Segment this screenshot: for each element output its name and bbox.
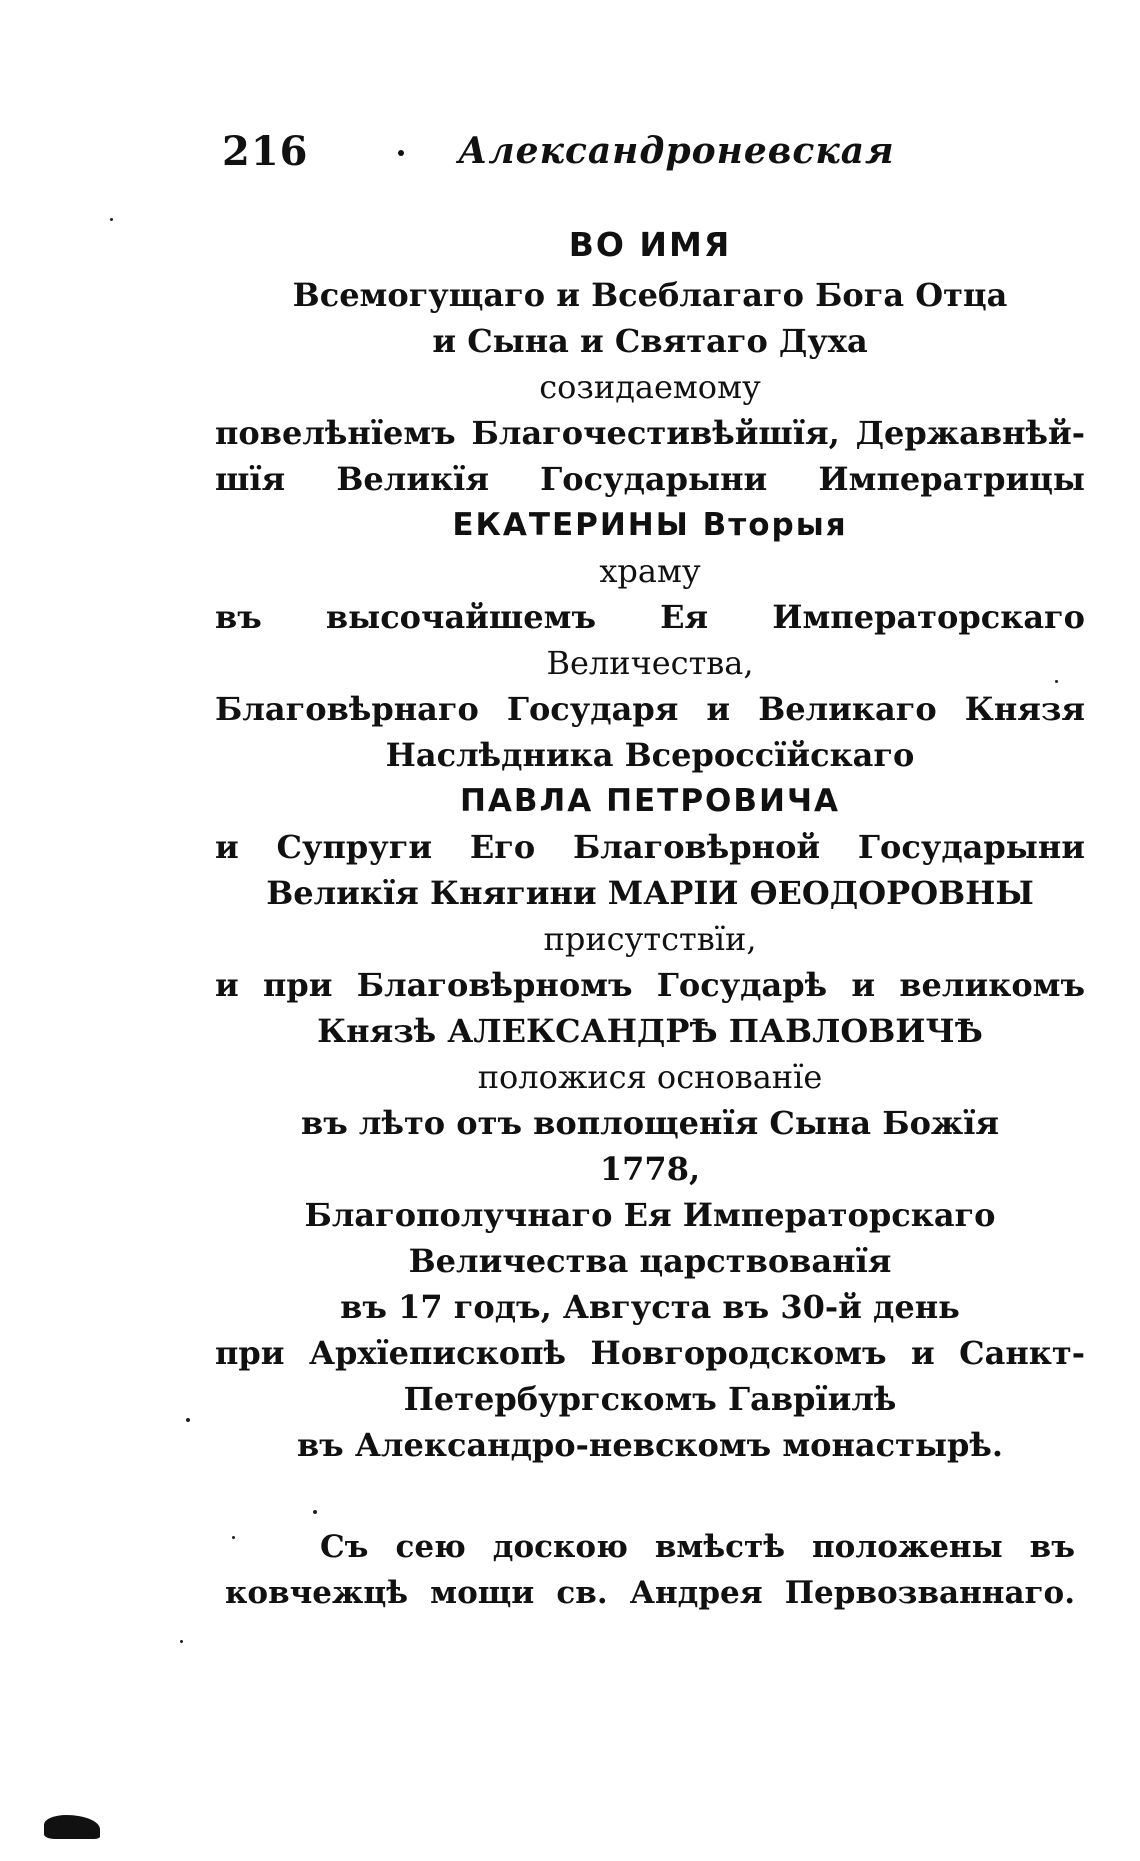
relics-note [225, 1524, 1075, 1616]
print-speck [180, 1640, 183, 1643]
print-speck [232, 1536, 235, 1539]
ink-blot [44, 1815, 100, 1839]
print-speck [313, 1510, 317, 1514]
running-title: Александроневская [458, 130, 895, 172]
inscription-line: 1778, [599, 1150, 701, 1188]
inscription-line: Всемогущаго и Всеблагаго Бога Отца [292, 276, 1008, 314]
inscription-line: Князѣ АЛЕКСАНДРѢ ПАВЛОВИЧѢ [317, 1012, 983, 1050]
inscription-text [215, 222, 1085, 1468]
inscription-line: Наслѣдника Всероссїйскаго [385, 736, 915, 774]
inscription-line: Величества, [546, 644, 754, 682]
inscription-line: ЕКАТЕРИНЫ Вторыя [452, 507, 848, 543]
print-speck [1055, 680, 1058, 683]
inscription-line: въ 17 годъ, Августа въ 30-й день [340, 1288, 960, 1326]
inscription-line: и Сына и Святаго Духа [432, 322, 868, 360]
inscription-line: и при Благовѣрномъ Государѣ и великомъ [215, 966, 1085, 1004]
inscription-line: созидаемому [539, 368, 761, 406]
inscription-line: и Супруги Его Благовѣрной Государыни [215, 828, 1085, 866]
note-line: Съ сею доскою вмѣстѣ положены въ [320, 1529, 1075, 1565]
inscription-line: въ высочайшемъ Ея Императорскаго [215, 598, 1085, 636]
inscription-line: при Архїепископѣ Новгородскомъ и Санкт- [215, 1334, 1085, 1372]
running-head [222, 128, 922, 188]
inscription-line: Благополучнаго Ея Императорскаго [304, 1196, 996, 1234]
page-number: 216 [222, 128, 309, 175]
inscription-line: присутствїи, [543, 920, 757, 958]
print-speck [186, 1418, 190, 1422]
inscription-line: Величества царствованїя [408, 1242, 892, 1280]
inscription-line: храму [599, 552, 701, 590]
inscription-line: Благовѣрнаго Государя и Великаго Князя [215, 690, 1085, 728]
header-dot [398, 150, 404, 156]
inscription-line: положися основанїе [477, 1058, 823, 1096]
print-speck [110, 218, 113, 221]
inscription-heading: ВО ИМЯ [568, 225, 732, 264]
inscription-line: въ лѣто отъ воплощенїя Сына Божїя [300, 1104, 1000, 1142]
note-line: ковчежцѣ мощи св. Андрея Первозваннаго. [225, 1575, 1075, 1611]
inscription-line: Петербургскомъ Гаврїилѣ [403, 1380, 897, 1418]
inscription-line: Великїя Княгини МАРIИ ѲЕОДОРОВНЫ [266, 874, 1034, 912]
inscription-line: въ Александро-невскомъ монастырѣ. [296, 1426, 1004, 1464]
inscription-line: шїя Великїя Государыни Императрицы [215, 460, 1085, 498]
inscription-line: ПАВЛА ПЕТРОВИЧА [459, 783, 841, 819]
inscription-line: повелѣнїемъ Благочестивѣйшїя, Державнѣй- [215, 414, 1085, 452]
